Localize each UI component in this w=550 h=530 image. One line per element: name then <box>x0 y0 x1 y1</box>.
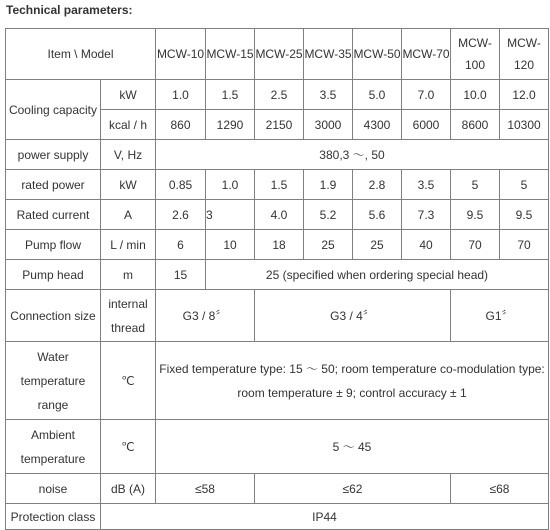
value-cell: 5 <box>451 170 500 200</box>
value-cell: 5.2 <box>304 200 353 230</box>
row-label: Water temperature range <box>6 342 101 420</box>
value-cell: 5 ～ 45 <box>156 420 549 474</box>
model-header: MCW-70 <box>402 29 451 80</box>
unit-cell: ℃ <box>101 420 156 474</box>
row-label: Rated current <box>6 200 101 230</box>
row-label: Connection size <box>6 290 101 342</box>
value-cell: IP44 <box>101 504 549 530</box>
value-cell: 6000 <box>402 110 451 140</box>
value-cell: 25 <box>353 230 402 260</box>
unit-cell: internal thread <box>101 290 156 342</box>
model-header: MCW-10 <box>156 29 206 80</box>
table-row <box>6 200 549 230</box>
value-cell: 4.0 <box>255 200 304 230</box>
value-cell: 12.0 <box>500 80 549 110</box>
value-cell: 1.0 <box>206 170 255 200</box>
model-header: MCW-35 <box>304 29 353 80</box>
model-header: MCW-15 <box>206 29 255 80</box>
value-cell: Fixed temperature type: 15 ～ 50; room temperature co-modulation type: room temperature ± 9; control accuracy ± 1 <box>156 342 549 420</box>
table-row <box>6 230 549 260</box>
value-cell: 15 <box>156 260 206 290</box>
row-label: power supply <box>6 140 101 170</box>
unit-cell: dB (A) <box>101 474 156 504</box>
unit-cell: A <box>101 200 156 230</box>
value-cell: 9.5 <box>451 200 500 230</box>
technical-parameters-table <box>5 28 549 530</box>
table-row <box>6 80 549 110</box>
table-row <box>6 260 549 290</box>
value-cell: 70 <box>451 230 500 260</box>
value-cell: 0.85 <box>156 170 206 200</box>
unit-cell: V, Hz <box>101 140 156 170</box>
value-cell: 860 <box>156 110 206 140</box>
value-cell: 4300 <box>353 110 402 140</box>
table-row <box>6 504 549 530</box>
value-cell: ≤68 <box>451 474 549 504</box>
value-cell: 70 <box>500 230 549 260</box>
unit-cell: m <box>101 260 156 290</box>
value-cell: 9.5 <box>500 200 549 230</box>
value-cell: 7.0 <box>402 80 451 110</box>
table-row <box>6 474 549 504</box>
table-row <box>6 170 549 200</box>
value-cell: 1.5 <box>255 170 304 200</box>
table-row <box>6 342 549 420</box>
row-label: Pump head <box>6 260 101 290</box>
row-label: Protection class <box>6 504 101 530</box>
value-cell: ≤58 <box>156 474 255 504</box>
unit-cell: kW <box>101 170 156 200</box>
value-cell: 1.5 <box>206 80 255 110</box>
unit-cell: ℃ <box>101 342 156 420</box>
table-row <box>6 420 549 474</box>
value-cell: 2150 <box>255 110 304 140</box>
value-cell: ≤62 <box>255 474 451 504</box>
value-cell: 8600 <box>451 110 500 140</box>
value-cell: 25 (specified when ordering special head) <box>206 260 549 290</box>
value-cell: 3.5 <box>402 170 451 200</box>
value-cell: 3.5 <box>304 80 353 110</box>
value-cell: G3 / 8〞 <box>156 290 255 342</box>
row-label: Pump flow <box>6 230 101 260</box>
table-heading: Technical parameters: <box>6 3 133 17</box>
model-header: MCW- 120 <box>500 29 549 80</box>
value-cell: 40 <box>402 230 451 260</box>
value-cell: 2.6 <box>156 200 206 230</box>
value-cell: 1290 <box>206 110 255 140</box>
value-cell: 7.3 <box>402 200 451 230</box>
value-cell: 10300 <box>500 110 549 140</box>
unit-cell: L / min <box>101 230 156 260</box>
value-cell: 2.5 <box>255 80 304 110</box>
value-cell: 1.9 <box>304 170 353 200</box>
value-cell: 5 <box>500 170 549 200</box>
value-cell: 10.0 <box>451 80 500 110</box>
table-row <box>6 29 549 80</box>
value-cell: 380,3 ～, 50 <box>156 140 549 170</box>
model-header: MCW- 100 <box>451 29 500 80</box>
row-label: noise <box>6 474 101 504</box>
value-cell: 3 <box>206 200 255 230</box>
value-cell: 3000 <box>304 110 353 140</box>
value-cell: 2.8 <box>353 170 402 200</box>
value-cell: 6 <box>156 230 206 260</box>
value-cell: 5.6 <box>353 200 402 230</box>
value-cell: 10 <box>206 230 255 260</box>
model-header: MCW-25 <box>255 29 304 80</box>
row-label: Cooling capacity <box>6 80 101 140</box>
value-cell: G3 / 4〞 <box>255 290 451 342</box>
item-model-header: Item \ Model <box>6 29 156 80</box>
value-cell: G1〞 <box>451 290 549 342</box>
value-cell: 5.0 <box>353 80 402 110</box>
model-header: MCW-50 <box>353 29 402 80</box>
unit-cell: kW <box>101 80 156 110</box>
value-cell: 25 <box>304 230 353 260</box>
row-label: Ambient temperature <box>6 420 101 474</box>
value-cell: 18 <box>255 230 304 260</box>
unit-cell: kcal / h <box>101 110 156 140</box>
row-label: rated power <box>6 170 101 200</box>
table-row <box>6 290 549 342</box>
table-row <box>6 140 549 170</box>
value-cell: 1.0 <box>156 80 206 110</box>
